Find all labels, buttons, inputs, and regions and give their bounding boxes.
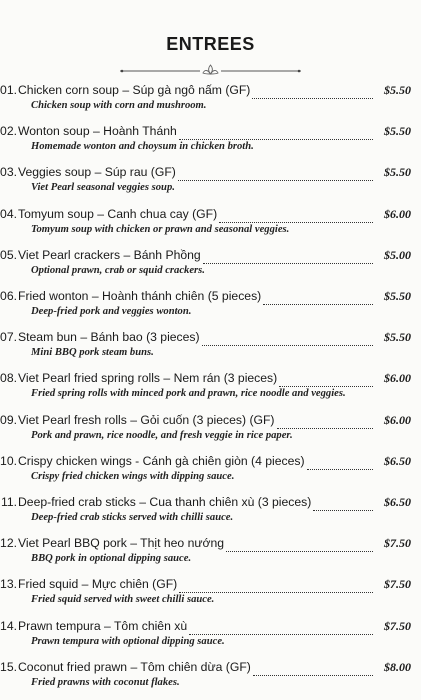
menu-item	[0, 660, 421, 700]
menu-item-line	[0, 124, 411, 142]
menu-item	[0, 289, 421, 329]
menu-item	[0, 248, 421, 288]
item-name: Coconut fried prawn – Tôm chiên dừa (GF)	[18, 659, 251, 674]
item-number: 11.	[0, 495, 17, 509]
item-price: $5.50	[384, 165, 411, 180]
item-price: $5.50	[384, 330, 411, 345]
menu-item-line	[0, 413, 411, 431]
dot-leader	[189, 624, 373, 635]
item-description: Crispy fried chicken wings with dipping sauce.	[31, 470, 235, 482]
item-description: BBQ pork in optional dipping sauce.	[31, 553, 192, 565]
item-description: Tomyum soup with chicken or prawn and seasonal veggies.	[31, 223, 290, 235]
item-description: Fried spring rolls with minced pork and prawn, rice noodle and veggies.	[31, 388, 346, 400]
menu-item-line	[0, 577, 411, 595]
item-number: 02.	[0, 124, 17, 139]
menu-item-line	[0, 248, 411, 266]
item-price: $7.50	[384, 577, 411, 592]
item-price: $5.50	[384, 289, 411, 303]
dot-leader	[179, 129, 373, 140]
item-description: Homemade wonton and choysum in chicken broth.	[31, 141, 254, 153]
menu-item	[0, 124, 421, 164]
item-description: Optional prawn, crab or squid crackers.	[31, 264, 205, 276]
item-description: Fried squid served with sweet chilli sauce.	[31, 594, 215, 606]
item-number: 08.	[0, 371, 17, 386]
menu-item	[0, 536, 421, 576]
menu-item-line	[0, 330, 411, 348]
item-name: Viet Pearl fresh rolls – Gỏi cuốn (3 pieces) (GF)	[18, 412, 275, 427]
item-name: Crispy chicken wings - Cánh gà chiên giòn (4 pieces)	[18, 453, 305, 468]
item-number: 01.	[0, 83, 17, 97]
item-description: Deep-fried pork and veggies wonton.	[31, 306, 192, 317]
dot-leader	[219, 212, 373, 223]
dot-leader	[253, 665, 373, 676]
dot-leader	[313, 500, 373, 511]
item-name: Fried wonton – Hoành thánh chiên (5 pieces)	[18, 289, 262, 303]
item-name: Veggies soup – Súp rau (GF)	[18, 165, 176, 180]
item-number: 13.	[0, 577, 17, 592]
page-title: ENTREES	[166, 34, 255, 54]
item-price: $7.50	[384, 618, 411, 633]
menu-item-line	[0, 371, 411, 389]
dot-leader	[263, 294, 373, 305]
item-name: Viet Pearl crackers – Bánh Phồng	[18, 247, 201, 262]
dot-leader	[252, 88, 373, 99]
menu-item-line	[0, 83, 411, 101]
menu-item	[0, 371, 421, 411]
item-price: $6.50	[384, 453, 411, 468]
item-description: Viet Pearl seasonal veggies soup.	[31, 182, 175, 194]
item-name: Prawn tempura – Tôm chiên xù	[18, 618, 188, 633]
menu-item	[0, 619, 421, 659]
item-number: 12.	[0, 536, 17, 551]
item-name: Wonton soup – Hoành Thánh	[18, 124, 177, 139]
item-price: $5.50	[384, 83, 411, 97]
item-number: 09.	[0, 412, 17, 427]
menu-item-line	[0, 660, 411, 678]
menu-item-line	[0, 495, 411, 513]
item-name: Steam bun – Bánh bao (3 pieces)	[18, 330, 200, 345]
dot-leader	[203, 253, 373, 264]
item-number: 04.	[0, 206, 17, 221]
item-price: $6.00	[384, 412, 411, 427]
dot-leader	[179, 582, 373, 593]
dot-leader	[178, 170, 373, 181]
dot-leader	[202, 335, 373, 346]
menu-item	[0, 495, 421, 535]
menu-item	[0, 330, 421, 370]
item-price: $5.00	[384, 247, 411, 262]
menu-item	[0, 577, 421, 617]
menu-item	[0, 207, 421, 247]
menu-item-line	[0, 207, 411, 225]
item-number: 03.	[0, 165, 17, 180]
item-number: 06.	[0, 289, 17, 303]
item-description: Fried prawns with coconut flakes.	[31, 676, 180, 688]
menu-item	[0, 413, 421, 453]
item-name: Tomyum soup – Canh chua cay (GF)	[18, 206, 218, 221]
dot-leader	[277, 418, 374, 429]
item-description: Mini BBQ pork steam buns.	[31, 347, 154, 359]
item-description: Deep-fried crab sticks served with chilli sauce.	[31, 512, 234, 523]
menu-item-line	[0, 454, 411, 472]
menu-item-line	[0, 619, 411, 637]
item-number: 15.	[0, 659, 17, 674]
item-price: $6.00	[384, 371, 411, 386]
menu-item-line	[0, 289, 411, 307]
item-name: Fried squid – Mực chiên (GF)	[18, 577, 178, 592]
item-description: Prawn tempura with optional dipping sauce.	[31, 635, 225, 647]
item-price: $6.50	[384, 495, 411, 509]
item-price: $6.00	[384, 206, 411, 221]
item-price: $5.50	[384, 124, 411, 139]
dot-leader	[279, 376, 373, 387]
item-number: 14.	[0, 618, 17, 633]
item-number: 07.	[0, 330, 17, 345]
item-name: Viet Pearl BBQ pork – Thịt heo nướng	[18, 536, 225, 551]
ornament-divider-icon	[120, 64, 301, 76]
item-name: Viet Pearl fried spring rolls – Nem rán (3 pieces)	[18, 371, 278, 386]
dot-leader	[307, 459, 373, 470]
menu-item	[0, 165, 421, 205]
menu-item	[0, 454, 421, 494]
item-name: Deep-fried crab sticks – Cua thanh chiên xù (3 pieces)	[18, 495, 312, 509]
menu-item-line	[0, 536, 411, 554]
menu-item	[0, 83, 421, 123]
item-description: Pork and prawn, rice noodle, and fresh veggie in rice paper.	[31, 429, 293, 441]
item-description: Chicken soup with corn and mushroom.	[31, 100, 207, 111]
item-name: Chicken corn soup – Súp gà ngô nấm (GF)	[18, 83, 251, 97]
item-price: $8.00	[384, 659, 411, 674]
dot-leader	[226, 541, 373, 552]
menu-item-line	[0, 165, 411, 183]
item-number: 05.	[0, 247, 17, 262]
item-price: $7.50	[384, 536, 411, 551]
item-number: 10.	[0, 453, 17, 468]
